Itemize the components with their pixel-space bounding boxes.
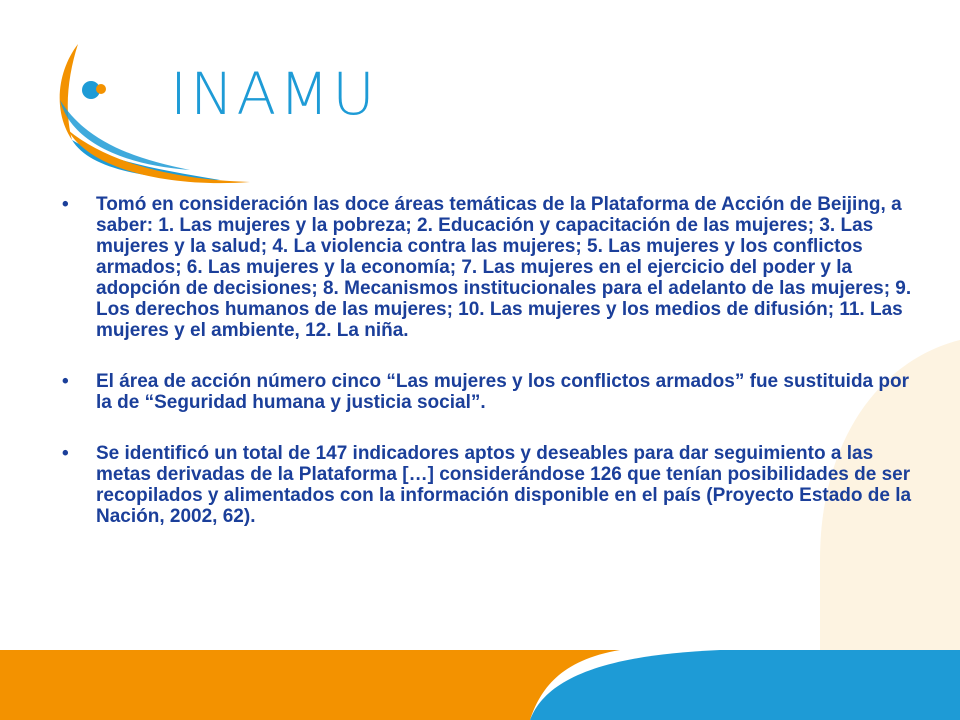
orange-band-shape (0, 650, 620, 720)
bullet-text-2: El área de acción número cinco “Las mujeres y los conflictos armados” fue sustituida por la de “Seguridad humana y justicia social”. (96, 371, 910, 413)
inamu-logo (50, 30, 378, 190)
bullet-text-3: Se identificó un total de 147 indicadores aptos y deseables para dar seguimiento a las metas derivadas de la Plataforma […] considerándose 126 que tenían posibilidades de ser recopilados y alimentados con la información disponible en el país (Proyecto Estado de la Nación, 2002, 62). (96, 443, 912, 527)
bullet-text-1: Tomó en consideración las doce áreas temáticas de la Plataforma de Acción de Beijing, a saber: 1. Las mujeres y la pobreza; 2. Educación y capacitación de las mujeres; 3. Las mujeres y la salud; 4. La violencia contra las mujeres; 5. Las mujeres y los conflictos armados; 6. Las mujeres y la economía; 7. Las mujeres en el ejercicio del poder y la adopción de decisiones; 8. Mecanismos institucionales para el adelanto de las mujeres; 9. Los derechos humanos de las mujeres; 10. Las mujeres y los medios de difusión; 11. Las mujeres y el ambiente, 12. La niña. (96, 194, 912, 341)
bullet-list (62, 194, 912, 527)
logo-text: INAMU (170, 60, 378, 128)
bullet-item-1 (62, 194, 912, 341)
bullet-glyph: • (62, 443, 69, 464)
bullet-glyph: • (62, 371, 69, 392)
bullet-item-2 (62, 371, 912, 413)
bullet-glyph: • (62, 194, 69, 215)
bullet-item-3 (62, 443, 912, 527)
blue-band-shape (530, 650, 960, 720)
